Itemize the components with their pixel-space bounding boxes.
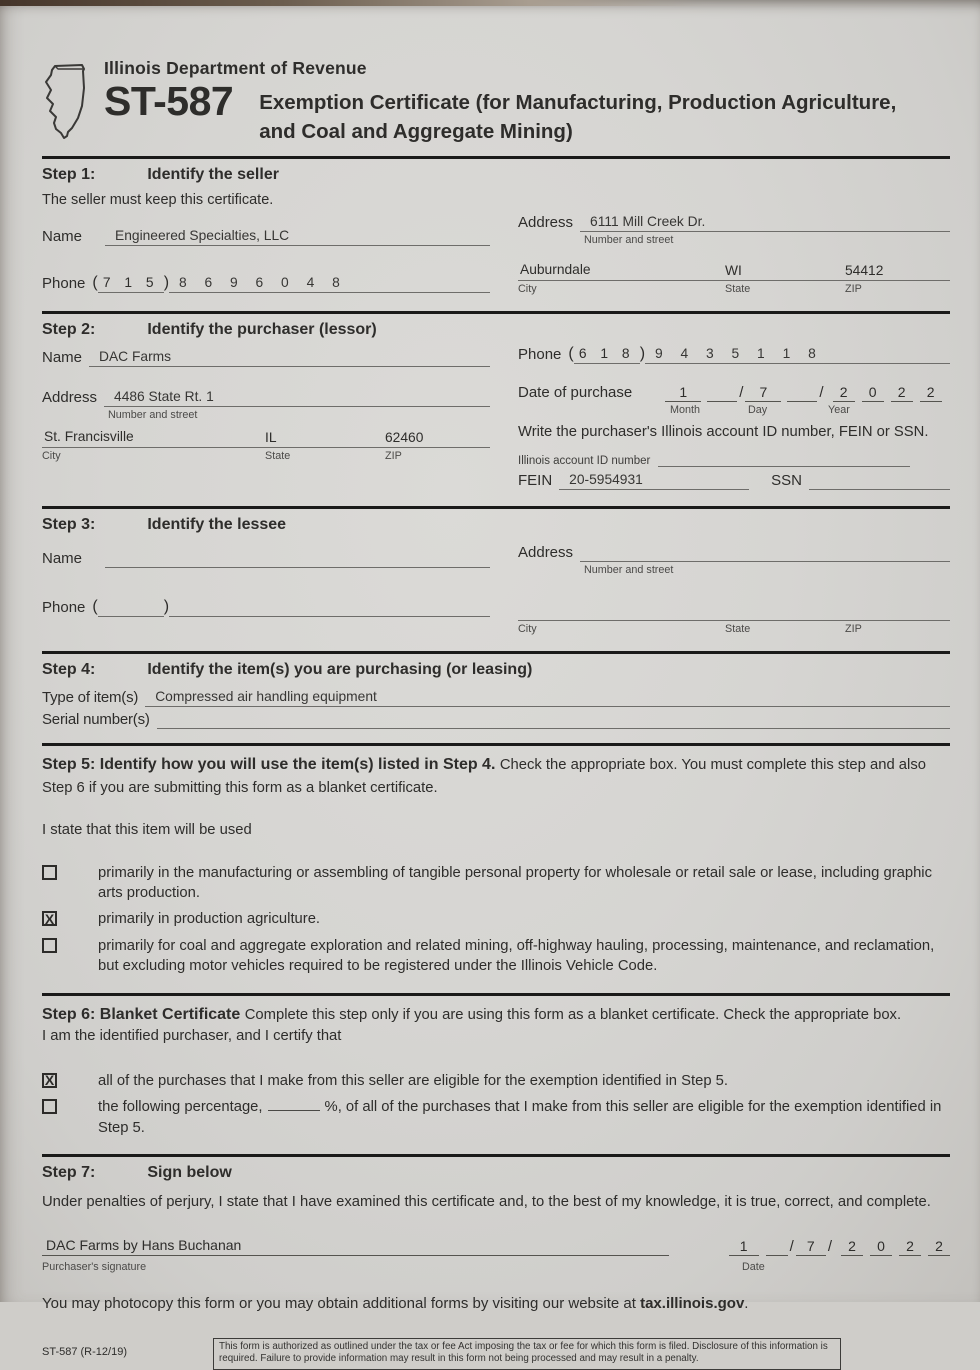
purchase-date-blank[interactable]	[787, 384, 817, 402]
open-paren: (	[92, 597, 98, 615]
step3-title: Identify the lessee	[147, 515, 287, 533]
step1-section	[42, 156, 950, 295]
date-separator: /	[827, 1237, 832, 1255]
percentage-text-before: the following percentage,	[98, 1099, 263, 1116]
purchaser-city-label: City	[42, 450, 61, 463]
legal-disclosure-box: This form is authorized as outlined under the tax or fee Act imposing the tax or fee for which this form is filed. Disclosure of this information is required. Failure to provide information may result in this form not being processed and may result in a penalty.	[213, 1338, 841, 1370]
lessee-city-field[interactable]	[518, 602, 725, 620]
month-label: Month	[670, 404, 701, 417]
purchase-date-field[interactable]	[665, 384, 941, 402]
step2-label: Step 2:	[42, 321, 96, 339]
purchase-date-year-digit[interactable]: 2	[920, 384, 942, 402]
step1-title: Identify the seller	[147, 166, 279, 184]
step5-option-coal-mining	[42, 936, 950, 977]
signature-date-day[interactable]: 7	[796, 1238, 826, 1256]
open-paren: (	[568, 345, 574, 363]
manufacturing-option-text: primarily in the manufacturing or assembling of tangible personal property for wholesale or retail sale or lease, including graphic arts production.	[98, 864, 932, 901]
seller-address-sublabel: Number and street	[584, 234, 674, 247]
purchaser-phone-label: Phone	[518, 346, 562, 364]
lessee-address-sublabel: Number and street	[584, 563, 674, 576]
illinois-state-outline-icon	[38, 62, 94, 146]
purchaser-zip-label: ZIP	[385, 450, 402, 463]
step6-heading	[42, 1003, 950, 1026]
form-title	[259, 88, 896, 146]
step4-title: Identify the item(s) you are purchasing (or leasing)	[147, 660, 533, 678]
fein-label: FEIN	[518, 471, 553, 489]
lessee-zip-label: ZIP	[845, 622, 862, 635]
purchase-date-blank[interactable]	[707, 384, 737, 402]
seller-state-field[interactable]: WI	[725, 263, 742, 279]
seller-name-field[interactable]: Engineered Specialties, LLC	[105, 228, 490, 246]
open-paren: (	[92, 274, 98, 292]
lessee-zip-field[interactable]	[845, 618, 950, 620]
percentage-checkbox[interactable]	[42, 1099, 57, 1114]
item-type-field[interactable]: Compressed air handling equipment	[145, 689, 950, 707]
signature-sublabel: Purchaser's signature	[42, 1260, 147, 1273]
step7-heading	[42, 1164, 950, 1182]
coal-mining-checkbox[interactable]	[42, 938, 57, 953]
step1-heading	[42, 166, 950, 184]
purchase-date-year-digit[interactable]: 0	[862, 384, 884, 402]
purchaser-name-field[interactable]: DAC Farms	[89, 349, 490, 367]
step1-label: Step 1:	[42, 166, 96, 184]
step5-heading-rest: Check the appropriate box. You must complete this step and also Step 6 if you are submitting this form as a blanket certificate.	[42, 756, 926, 797]
seller-phone-label: Phone	[42, 275, 86, 293]
serial-number-label: Serial number(s)	[42, 710, 150, 728]
purchaser-phone-area-field[interactable]: 6 1 8	[574, 346, 640, 364]
photocopy-text: You may photocopy this form or you may obtain additional forms by visiting our website at	[42, 1294, 641, 1312]
account-id-field[interactable]	[658, 449, 910, 467]
seller-address-label: Address	[518, 214, 574, 232]
signature-date-blank[interactable]	[766, 1238, 788, 1256]
lessee-name-field[interactable]	[105, 550, 490, 568]
seller-name-label: Name	[42, 228, 83, 246]
step7-section	[42, 1154, 950, 1273]
seller-state-label: State	[725, 283, 751, 296]
website-link[interactable]: tax.illinois.gov	[640, 1294, 745, 1312]
purchaser-state-field[interactable]: IL	[265, 430, 277, 446]
seller-phone-field[interactable]: 8 6 9 6 0 4 8	[169, 275, 490, 293]
purchaser-name-label: Name	[42, 349, 83, 367]
percentage-text-after: %, of all of the purchases that I make from this seller are eligible for the exemption identified in Step 5.	[98, 1099, 942, 1136]
purchaser-signature-field[interactable]: DAC Farms by Hans Buchanan	[42, 1237, 669, 1256]
form-id-revision: ST-587 (R-12/19)	[42, 1345, 127, 1358]
step6-section	[42, 993, 950, 1138]
percentage-option-text	[98, 1097, 950, 1138]
step6-heading-bold: Step 6: Blanket Certificate	[42, 1005, 241, 1023]
date-separator: /	[789, 1237, 794, 1255]
step7-title: Sign below	[147, 1163, 232, 1181]
serial-number-field[interactable]	[157, 711, 950, 729]
step2-title: Identify the purchaser (lessor)	[147, 321, 377, 339]
photocopy-notice	[42, 1295, 950, 1312]
date-sublabel: Date	[742, 1260, 765, 1273]
purchase-date-year-digit[interactable]: 2	[891, 384, 913, 402]
step3-section	[42, 506, 950, 635]
close-paren: )	[163, 274, 170, 292]
year-label: Year	[828, 404, 850, 417]
purchaser-address-sublabel: Number and street	[108, 409, 198, 422]
manufacturing-checkbox[interactable]	[42, 865, 57, 880]
signature-date-year-digit[interactable]: 2	[841, 1238, 863, 1256]
step6-option-percentage	[42, 1097, 950, 1138]
step5-heading-bold: Step 5: Identify how you will use the item(s) listed in Step 4.	[42, 755, 496, 773]
lessee-address-label: Address	[518, 543, 574, 561]
purchaser-address-field[interactable]: 4486 State Rt. 1	[104, 389, 490, 407]
step5-section	[42, 743, 950, 977]
close-paren: )	[163, 597, 170, 615]
form-footer	[42, 1338, 950, 1370]
lessee-address-field[interactable]	[580, 544, 950, 562]
all-purchases-option-text: all of the purchases that I make from this seller are eligible for the exemption identified in Step 5.	[98, 1072, 729, 1089]
agriculture-checkbox[interactable]: X	[42, 911, 57, 926]
lessee-city-label: City	[518, 622, 537, 635]
signature-date-month[interactable]: 1	[729, 1238, 759, 1256]
lessee-name-label: Name	[42, 549, 83, 567]
step4-section	[42, 651, 950, 729]
purchase-date-label: Date of purchase	[518, 384, 633, 402]
lessee-phone-field[interactable]	[169, 599, 490, 617]
step6-intro: I am the identified purchaser, and I certify that	[42, 1028, 342, 1045]
signature-date-field[interactable]	[729, 1238, 950, 1256]
step2-heading	[42, 321, 950, 339]
step5-heading	[42, 753, 950, 800]
ssn-field[interactable]	[809, 472, 950, 490]
signature-date-year-digit[interactable]: 0	[870, 1238, 892, 1256]
seller-city-label: City	[518, 283, 537, 296]
percentage-blank-field[interactable]	[268, 1098, 320, 1111]
date-separator: /	[819, 384, 824, 402]
seller-zip-field[interactable]: 54412	[845, 263, 884, 279]
account-id-label: Illinois account ID number	[518, 454, 651, 467]
step6-heading-rest: Complete this step only if you are using this form as a blanket certificate. Check the appropriate box.	[244, 1006, 902, 1023]
lessee-phone-label: Phone	[42, 598, 86, 616]
step4-label: Step 4:	[42, 660, 96, 678]
lessee-state-field[interactable]	[725, 618, 845, 620]
seller-zip-label: ZIP	[845, 283, 862, 296]
fein-field[interactable]: 20-5954931	[559, 472, 749, 490]
seller-city-field[interactable]: Auburndale	[520, 262, 591, 278]
close-paren: )	[639, 345, 646, 363]
agency-name: Illinois Department of Revenue	[104, 58, 367, 78]
purchase-date-month[interactable]: 1	[665, 384, 701, 402]
seller-phone-area-field[interactable]: 7 1 5	[98, 275, 164, 293]
seller-address-field[interactable]: 6111 Mill Creek Dr.	[580, 214, 950, 232]
form-title-line1: Exemption Certificate (for Manufacturing, Production Agriculture,	[259, 91, 897, 114]
step1-note: The seller must keep this certificate.	[42, 192, 274, 209]
ssn-label: SSN	[771, 471, 803, 489]
purchaser-address-label: Address	[42, 389, 98, 407]
step6-option-all-purchases	[42, 1071, 950, 1091]
step5-intro: I state that this item will be used	[42, 821, 252, 838]
step3-label: Step 3:	[42, 515, 96, 533]
step7-label: Step 7:	[42, 1163, 96, 1181]
perjury-statement: Under penalties of perjury, I state that I have examined this certificate and, to the best of my knowledge, it is true, correct, and complete.	[42, 1193, 931, 1210]
form-title-line2: and Coal and Aggregate Mining)	[259, 120, 573, 144]
purchaser-zip-field[interactable]: 62460	[385, 430, 424, 446]
purchase-date-year-digit[interactable]: 2	[833, 384, 855, 402]
coal-mining-option-text: primarily for coal and aggregate exploration and related mining, off-highway hauling, processing, maintenance, and reclamation, but excluding motor vehicles required to be registered under the Illinois Vehicle Code.	[98, 937, 935, 975]
form-number: ST-587	[104, 78, 234, 124]
purchaser-city-field[interactable]: St. Francisville	[44, 429, 134, 445]
date-separator: /	[739, 384, 744, 402]
step5-option-manufacturing	[42, 863, 950, 904]
step2-section	[42, 311, 950, 490]
photocopy-period: .	[744, 1294, 749, 1312]
all-purchases-checkbox[interactable]: X	[42, 1073, 57, 1088]
step4-heading	[42, 661, 950, 679]
signature-date-year-digit[interactable]: 2	[928, 1238, 950, 1256]
day-label: Day	[748, 404, 768, 417]
agriculture-option-text: primarily in production agriculture.	[98, 911, 321, 928]
form-header	[42, 58, 950, 146]
id-instruction: Write the purchaser's Illinois account ID number, FEIN or SSN.	[518, 424, 929, 441]
signature-date-year-digit[interactable]: 2	[899, 1238, 921, 1256]
lessee-phone-area-field[interactable]	[98, 614, 164, 617]
purchaser-state-label: State	[265, 450, 291, 463]
purchase-date-day[interactable]: 7	[745, 384, 781, 402]
item-type-label: Type of item(s)	[42, 688, 139, 706]
lessee-state-label: State	[725, 622, 751, 635]
header-text	[104, 58, 896, 146]
step3-heading	[42, 516, 950, 534]
step5-option-agriculture	[42, 909, 950, 929]
purchaser-phone-field[interactable]: 9 4 3 5 1 1 8	[645, 346, 950, 364]
